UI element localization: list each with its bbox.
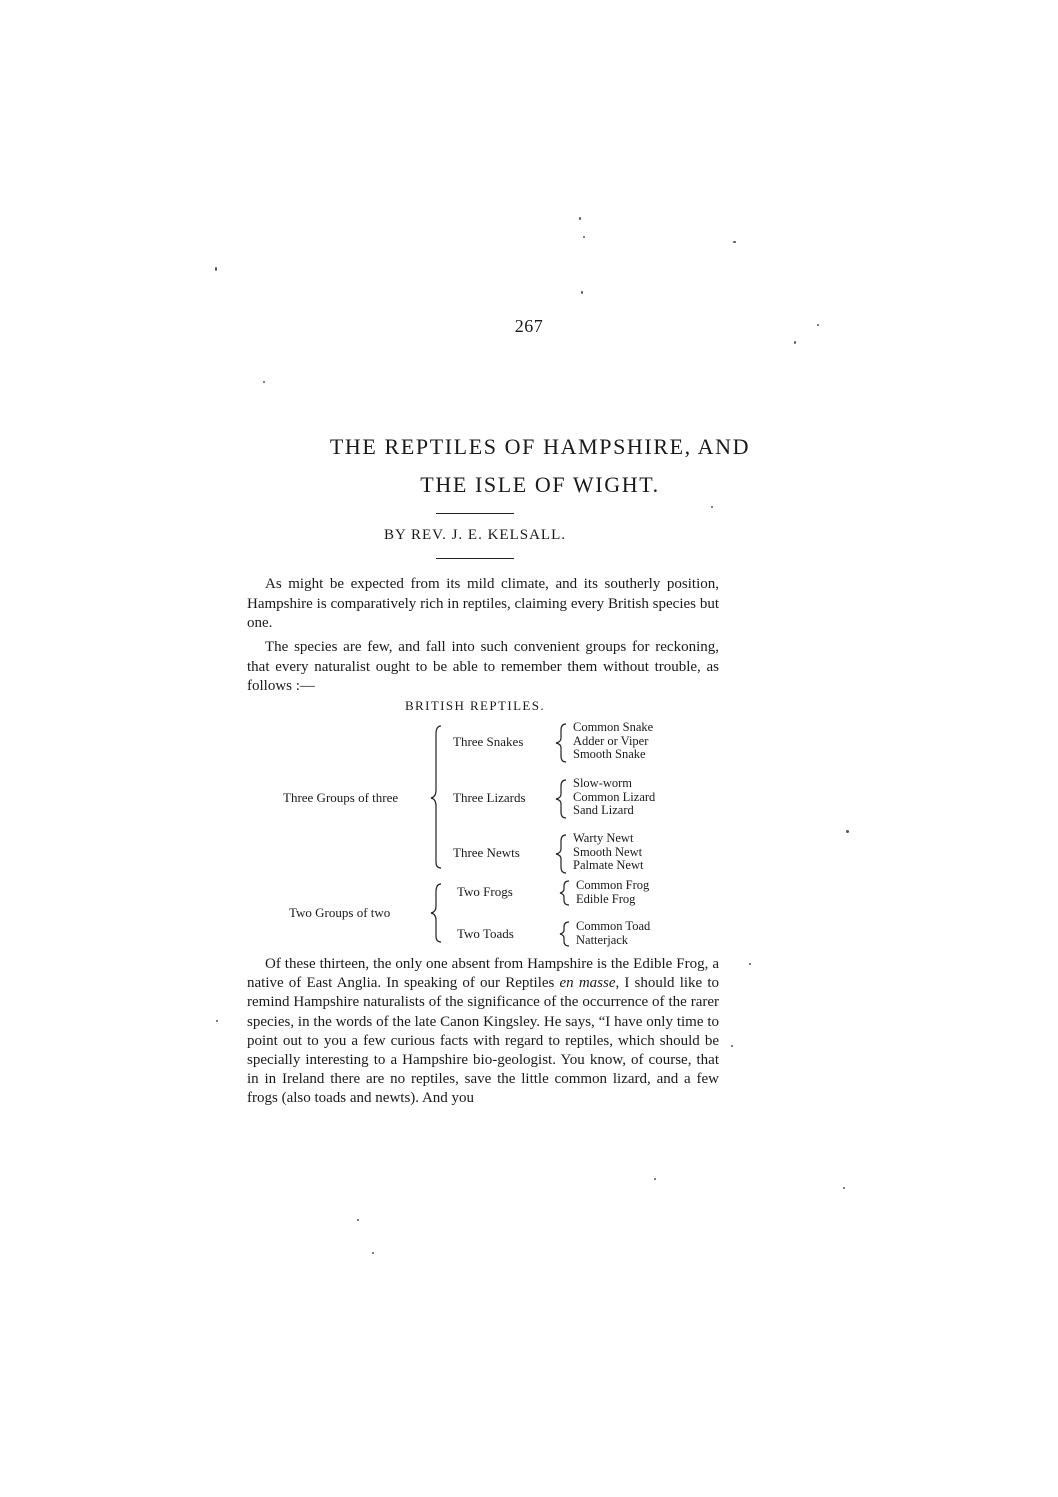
table-heading: BRITISH REPTILES. <box>404 698 546 713</box>
scan-speck <box>583 236 585 238</box>
paragraph-species: The species are few, and fall into such convenient groups for reckoning, that every naturalist ought to be able to remember them without trouble, as follows :— <box>247 639 719 694</box>
subgroup-label: Three Newts <box>453 845 520 860</box>
brace-lizards <box>556 780 566 818</box>
byline: BY REV. J. E. KELSALL. <box>383 527 566 543</box>
scan-speck <box>372 1252 374 1254</box>
scan-speck <box>654 1178 656 1180</box>
species-name: Sand Lizard <box>573 803 634 818</box>
scan-speck <box>846 830 849 833</box>
article-title-line-1: THE REPTILES OF HAMPSHIRE, AND <box>329 434 751 459</box>
species-name: Common Frog <box>576 878 650 892</box>
italic-phrase: en masse <box>559 975 616 992</box>
scan-speck <box>731 1045 733 1047</box>
scan-speck <box>357 1219 359 1221</box>
scan-speck <box>711 506 713 508</box>
brace-large-three <box>431 726 441 868</box>
species-name: Natterjack <box>576 932 629 947</box>
scan-speck <box>216 1020 218 1022</box>
group-label-two: Two Groups of two <box>289 905 391 920</box>
subgroup-label: Two Toads <box>457 926 514 941</box>
species-name: Adder or Viper <box>573 733 649 748</box>
brace-frogs <box>560 881 569 905</box>
species-name: Edible Frog <box>576 891 636 906</box>
brace-toads <box>560 922 569 946</box>
species-name: Common Lizard <box>573 789 656 804</box>
article-title-line-2: THE ISLE OF WIGHT. <box>420 472 660 497</box>
species-name: Warty Newt <box>573 831 634 845</box>
brace-snakes <box>556 724 566 762</box>
scan-speck <box>579 217 581 220</box>
species-name: Common Snake <box>573 720 654 734</box>
page-number: 267 <box>514 316 544 336</box>
scan-speck <box>817 324 819 326</box>
subgroup-label: Three Snakes <box>453 734 524 749</box>
species-name: Smooth Newt <box>573 844 643 859</box>
species-name: Smooth Snake <box>573 747 646 762</box>
scan-speck <box>843 1187 845 1189</box>
scan-speck <box>749 963 751 965</box>
subgroup-label: Two Frogs <box>457 884 513 899</box>
brace-newts <box>556 835 566 873</box>
group-label-three: Three Groups of three <box>283 790 399 805</box>
scan-speck <box>581 291 583 294</box>
scan-speck <box>733 241 736 243</box>
scan-speck <box>263 381 265 383</box>
brace-large-two <box>431 884 441 942</box>
species-name: Slow-worm <box>573 776 633 790</box>
species-name: Palmate Newt <box>573 858 644 873</box>
paragraph-thirteen <box>247 955 719 1109</box>
paragraph-text: Of these thirteen, the only one absent from Hampshire is the Edible Frog, a native of East Anglia. In speaking of our Reptiles <box>247 956 719 992</box>
subgroup-label: Three Lizards <box>453 790 526 805</box>
paragraph-intro: As might be expected from its mild climate, and its southerly position, Hampshire is comparatively rich in reptiles, claiming every British species but one. <box>247 576 719 631</box>
scan-speck <box>794 341 796 344</box>
paragraph-text: , I should like to remind Hampshire naturalists of the significance of the occurrence of the rarer species, in the words of the late Canon Kingsley. He says, “I have only time to point out to you a few curious facts with regard to reptiles, which should be specially interesting to a Hampshire bio-geologist. You know, of course, that in in Ireland there are no reptiles, save the little common lizard, and a few frogs (also toads and newts). And you <box>247 975 719 1107</box>
scan-speck <box>215 267 217 271</box>
species-name: Common Toad <box>576 919 651 933</box>
